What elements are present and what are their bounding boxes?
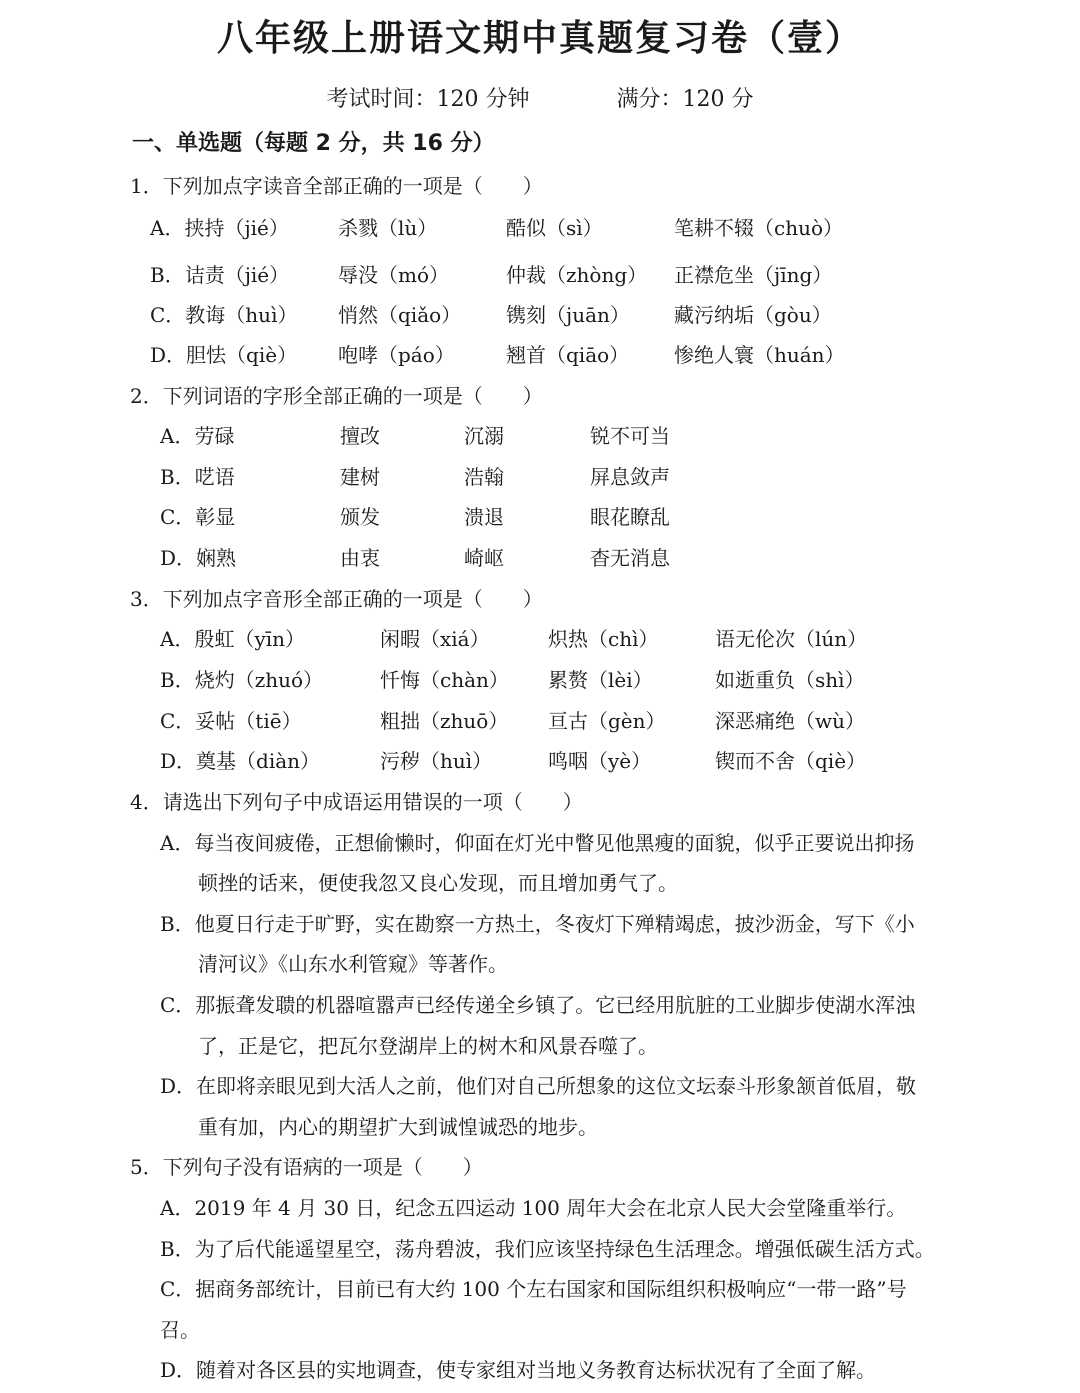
option-cell: A．劳碌 [160, 424, 235, 448]
question-4-stem: 4．请选出下列句子中成语运用错误的一项（ ） [130, 790, 583, 814]
option-cell: 咆哮（páo） [338, 343, 455, 367]
exam-time: 考试时间：120 分钟 [326, 87, 530, 112]
option-cell: 杀戮（lù） [338, 216, 438, 240]
option-cell: 屏息敛声 [590, 465, 670, 489]
option-cell: 累赘（lèi） [548, 668, 653, 692]
full-score: 满分：120 分 [616, 87, 754, 112]
question-4-option-c-line1: C．那振聋发聩的机器喧嚣声已经传递全乡镇了。它已经用肮脏的工业脚步使湖水浑浊 [160, 993, 916, 1017]
option-cell: 溃退 [464, 505, 504, 529]
question-4-option-b-line1: B．他夏日行走于旷野，实在勘察一方热土，冬夜灯下殚精竭虑，披沙沥金，写下《小 [160, 912, 915, 936]
option-cell: D．奠基（diàn） [160, 749, 321, 773]
option-cell: 闲暇（xiá） [380, 627, 490, 651]
option-cell: B．烧灼（zhuó） [160, 668, 324, 692]
option-cell: B．呓语 [160, 465, 235, 489]
option-cell: 镌刻（juān） [506, 303, 630, 327]
option-cell: 擅改 [340, 424, 380, 448]
exam-title: 八年级上册语文期中真题复习卷（壹） [216, 18, 863, 59]
option-cell: 辱没（mó） [338, 263, 450, 287]
option-cell: 由衷 [340, 546, 380, 570]
question-4-option-d-line2: 重有加，内心的期望扩大到诚惶诚恐的地步。 [198, 1115, 598, 1139]
option-cell: 惨绝人寰（huán） [674, 343, 845, 367]
option-cell: 崎岖 [464, 546, 504, 570]
question-4-option-a-line1: A．每当夜间疲倦，正想偷懒时，仰面在灯光中瞥见他黑瘦的面貌，似乎正要说出抑扬 [160, 831, 915, 855]
option-cell: 忏悔（chàn） [380, 668, 509, 692]
section-heading: 一、单选题（每题 2 分，共 16 分） [132, 131, 495, 156]
option-cell: D．娴熟 [160, 546, 237, 570]
question-5-option-b: B．为了后代能遥望星空，荡舟碧波，我们应该坚持绿色生活理念。增强低碳生活方式。 [160, 1237, 935, 1261]
option-cell: 沉溺 [464, 424, 504, 448]
exam-meta [0, 82, 1080, 113]
option-cell: 炽热（chì） [548, 627, 659, 651]
option-cell: 锲而不舍（qiè） [715, 749, 867, 773]
option-cell: 仲裁（zhòng） [506, 263, 648, 287]
option-cell: 污秽（huì） [380, 749, 493, 773]
option-cell: 眼花瞭乱 [590, 505, 670, 529]
option-cell: 酷似（sì） [506, 216, 603, 240]
option-cell: C．彰显 [160, 505, 236, 529]
option-cell: D．胆怯（qiè） [150, 343, 298, 367]
option-cell: 翘首（qiāo） [506, 343, 630, 367]
question-4-option-d-line1: D．在即将亲眼见到大活人之前，他们对自己所想象的这位文坛泰斗形象颔首低眉，敬 [160, 1074, 917, 1098]
option-cell: 建树 [340, 465, 380, 489]
option-cell: 如逝重负（shì） [715, 668, 865, 692]
question-3-stem: 3．下列加点字音形全部正确的一项是（ ） [130, 587, 543, 611]
option-cell: 深恶痛绝（wù） [715, 709, 865, 733]
option-cell: 亘古（gèn） [548, 709, 666, 733]
option-cell: 杳无消息 [590, 546, 670, 570]
option-cell: 悄然（qiǎo） [338, 303, 462, 327]
question-4-option-c-line2: 了，正是它，把瓦尔登湖岸上的树木和风景吞噬了。 [198, 1034, 658, 1058]
question-5-option-c-line1: C．据商务部统计，目前已有大约 100 个左右国家和国际组织积极响应“一带一路”号 [160, 1277, 907, 1301]
option-cell: 锐不可当 [590, 424, 670, 448]
option-cell: A．挟持（jié） [150, 216, 289, 240]
question-5-stem: 5．下列句子没有语病的一项是（ ） [130, 1155, 483, 1179]
option-cell: A．殷虹（yīn） [160, 627, 306, 651]
option-cell: 粗拙（zhuō） [380, 709, 509, 733]
option-cell: C．妥帖（tiē） [160, 709, 302, 733]
question-4-option-b-line2: 清河议》《山东水利管窥》等著作。 [198, 952, 508, 976]
option-cell: 正襟危坐（jīng） [674, 263, 833, 287]
question-5-option-d: D．随着对各区县的实地调查，使专家组对当地义务教育达标状况有了全面了解。 [160, 1358, 877, 1382]
question-1-stem: 1．下列加点字读音全部正确的一项是（ ） [130, 174, 543, 198]
option-cell: 语无伦次（lún） [715, 627, 868, 651]
question-5-option-a: A．2019 年 4 月 30 日，纪念五四运动 100 周年大会在北京人民大会堂隆重举行。 [160, 1196, 907, 1220]
option-cell: 藏污纳垢（gòu） [674, 303, 832, 327]
question-4-option-a-line2: 顿挫的话来，便使我忽又良心发现，而且增加勇气了。 [198, 871, 678, 895]
question-2-stem: 2．下列词语的字形全部正确的一项是（ ） [130, 384, 543, 408]
option-cell: 浩翰 [464, 465, 504, 489]
question-5-option-c-line2: 召。 [160, 1318, 200, 1342]
option-cell: B．诘责（jié） [150, 263, 290, 287]
option-cell: 颁发 [340, 505, 380, 529]
option-cell: 笔耕不辍（chuò） [674, 216, 844, 240]
option-cell: C．教诲（huì） [150, 303, 298, 327]
option-cell: 鸣咽（yè） [548, 749, 652, 773]
